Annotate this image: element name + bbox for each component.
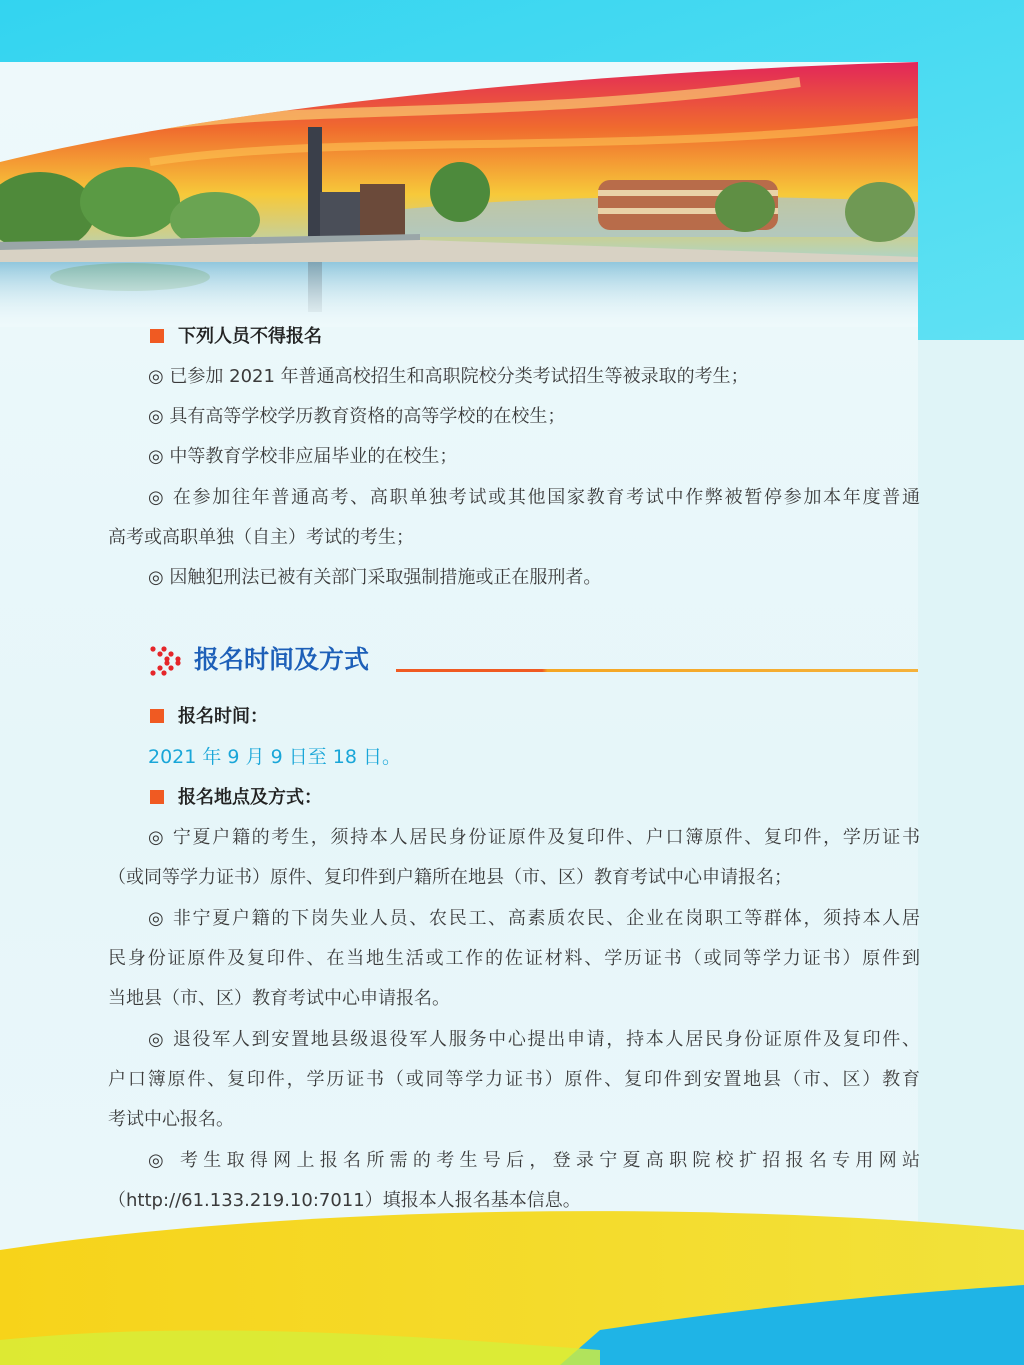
section-title — [150, 642, 920, 682]
reg-place-heading — [150, 785, 322, 811]
ineligible-heading-text: 下列人员不得报名 — [178, 326, 322, 347]
reg-place-p2-line-1: ◎ 非宁夏户籍的下岗失业人员、农民工、高素质农民、企业在岗职工等群体，须持本人居 — [148, 908, 920, 929]
ineligible-item-3: ◎ 中等教育学校非应届毕业的在校生； — [148, 446, 458, 467]
orange-square-icon — [150, 709, 164, 723]
reg-time-value: 2021 年 9 月 9 日至 18 日。 — [148, 746, 401, 768]
reg-place-p4-line-1: ◎ 考生取得网上报名所需的考生号后，登录宁夏高职院校扩招报名专用网站 — [148, 1150, 920, 1171]
ineligible-item-1: ◎ 已参加 2021 年普通高校招生和高职院校分类考试招生等被录取的考生； — [148, 366, 749, 387]
ineligible-item-2: ◎ 具有高等学校学历教育资格的高等学校的在校生； — [148, 406, 566, 427]
reg-place-heading-text: 报名地点及方式： — [178, 787, 322, 808]
reg-place-p1-line-1: ◎ 宁夏户籍的考生，须持本人居民身份证原件及复印件、户口簿原件、复印件，学历证书 — [148, 827, 920, 848]
title-underline — [396, 669, 918, 672]
reg-place-p3-line-1: ◎ 退役军人到安置地县级退役军人服务中心提出申请，持本人居民身份证原件及复印件、 — [148, 1029, 920, 1050]
reg-place-p3-line-3: 考试中心报名。 — [108, 1109, 234, 1130]
reg-place-p1-line-2: （或同等学力证书）原件、复印件到户籍所在地县（市、区）教育考试中心申请报名； — [108, 867, 792, 888]
ineligible-heading — [150, 324, 322, 350]
orange-square-icon — [150, 329, 164, 343]
reg-place-p2-line-2: 民身份证原件及复印件、在当地生活或工作的佐证材料、学历证书（或同等学力证书）原件到 — [108, 948, 920, 969]
ineligible-item-4-line-2: 高考或高职单独（自主）考试的考生； — [108, 527, 414, 548]
ineligible-item-5: ◎ 因触犯刑法已被有关部门采取强制措施或正在服刑者。 — [148, 567, 602, 588]
red-dots-icon — [150, 645, 184, 677]
reg-time-heading-text: 报名时间： — [178, 706, 268, 727]
reg-place-p2-line-3: 当地县（市、区）教育考试中心申请报名。 — [108, 988, 450, 1009]
reg-time-heading — [150, 704, 268, 730]
ineligible-item-4-line-1: ◎ 在参加往年普通高考、高职单独考试或其他国家教育考试中作弊被暂停参加本年度普通 — [148, 487, 920, 508]
reg-place-p3-line-2: 户口簿原件、复印件，学历证书（或同等学力证书）原件、复印件到安置地县（市、区）教育 — [108, 1069, 920, 1090]
section-title-text: 报名时间及方式 — [194, 645, 370, 674]
reg-place-p4-line-2: （http://61.133.219.10:7011）填报本人报名基本信息。 — [108, 1190, 581, 1211]
orange-square-icon — [150, 790, 164, 804]
